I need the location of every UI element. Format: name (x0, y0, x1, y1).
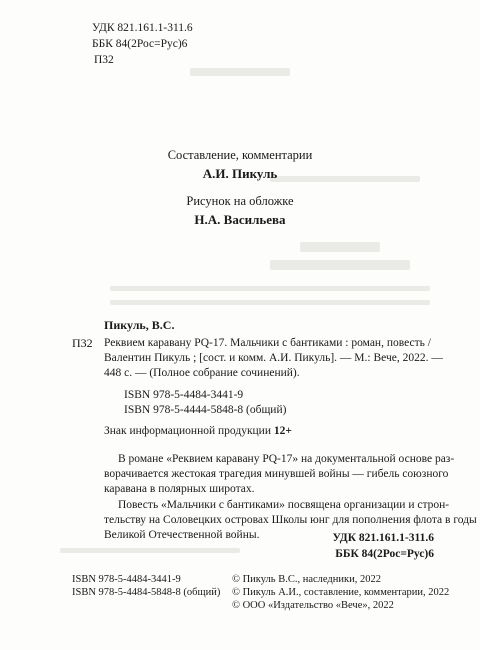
bibliography-code: П32 (72, 336, 93, 350)
annotation-line: тельству на Соловецких островах Школы юнг для пополнения флота в годы (104, 514, 477, 526)
bibliography-description (104, 336, 443, 381)
annotation-line: ворачивается жестокая трагедия минувшей войны — гибель союзного (104, 468, 449, 480)
annotation-line: Великой Отечественной войны. (104, 529, 260, 541)
info-sign-text: Знак информационной продукции (104, 425, 274, 437)
info-product-sign (104, 425, 292, 437)
udk-code: УДК 821.161.1-311.6 (92, 22, 193, 34)
age-rating: 12+ (273, 425, 292, 437)
copyright-line: © ООО «Издательство «Вече», 2022 (232, 600, 394, 611)
isbn-line: ISBN 978-5-4484-3441-9 (72, 574, 181, 585)
bleed-through-mark (110, 286, 430, 291)
udk-code: УДК 821.161.1-311.6 (332, 532, 434, 544)
bbk-code: ББК 84(2Рос=Рус)6 (92, 38, 188, 50)
isbn-line: ISBN 978-5-4484-3441-9 (124, 389, 244, 401)
annotation-line: Повесть «Мальчики с бантиками» посвящена организации и строн- (118, 499, 450, 511)
bibliography-line: Реквием каравану PQ-17. Мальчики с бантиками : роман, повесть / (104, 337, 431, 349)
annotation-line: каравана в полярных широтах. (104, 483, 255, 495)
compilation-label: Составление, комментарии (167, 148, 313, 162)
bleed-through-mark (270, 260, 410, 270)
bibliography-isbn-list (124, 388, 286, 418)
top-classification-codes (92, 20, 193, 68)
author-mark-code: П32 (94, 54, 114, 66)
bibliography-line: 448 с. — (Полное собрание сочинений). (104, 367, 300, 379)
isbn-line: ISBN 978-5-4484-5848-8 (общий) (72, 587, 221, 598)
annotation-paragraph-1 (104, 452, 455, 497)
bottom-classification-codes (333, 530, 434, 562)
isbn-line: ISBN 978-5-4444-5848-8 (общий) (124, 404, 287, 416)
bleed-through-mark (300, 242, 380, 252)
copyright-line: © Пикуль А.И., составление, комментарии, 2022 (232, 587, 450, 598)
bibliography-line: Валентин Пикуль ; [сост. и комм. А.И. Пикуль]. — М.: Вече, 2022. — (104, 352, 443, 364)
bleed-through-mark (60, 548, 240, 553)
copyright-line: © Пикуль В.С., наследники, 2022 (232, 574, 381, 585)
compilation-name: А.И. Пикуль (202, 166, 278, 181)
cover-art-label: Рисунок на обложке (186, 194, 294, 208)
bleed-through-mark (110, 300, 430, 305)
bbk-code: ББК 84(2Рос=Рус)6 (335, 548, 434, 560)
isbn-footer (72, 573, 220, 599)
cover-artist-name: Н.А. Васильева (194, 212, 286, 227)
annotation-line: В романе «Реквием каравану PQ-17» на документальной основе раз- (118, 453, 455, 465)
bleed-through-mark (190, 68, 290, 76)
bibliography-author: Пикуль, В.С. (104, 318, 175, 332)
copyright-notices (232, 573, 449, 612)
